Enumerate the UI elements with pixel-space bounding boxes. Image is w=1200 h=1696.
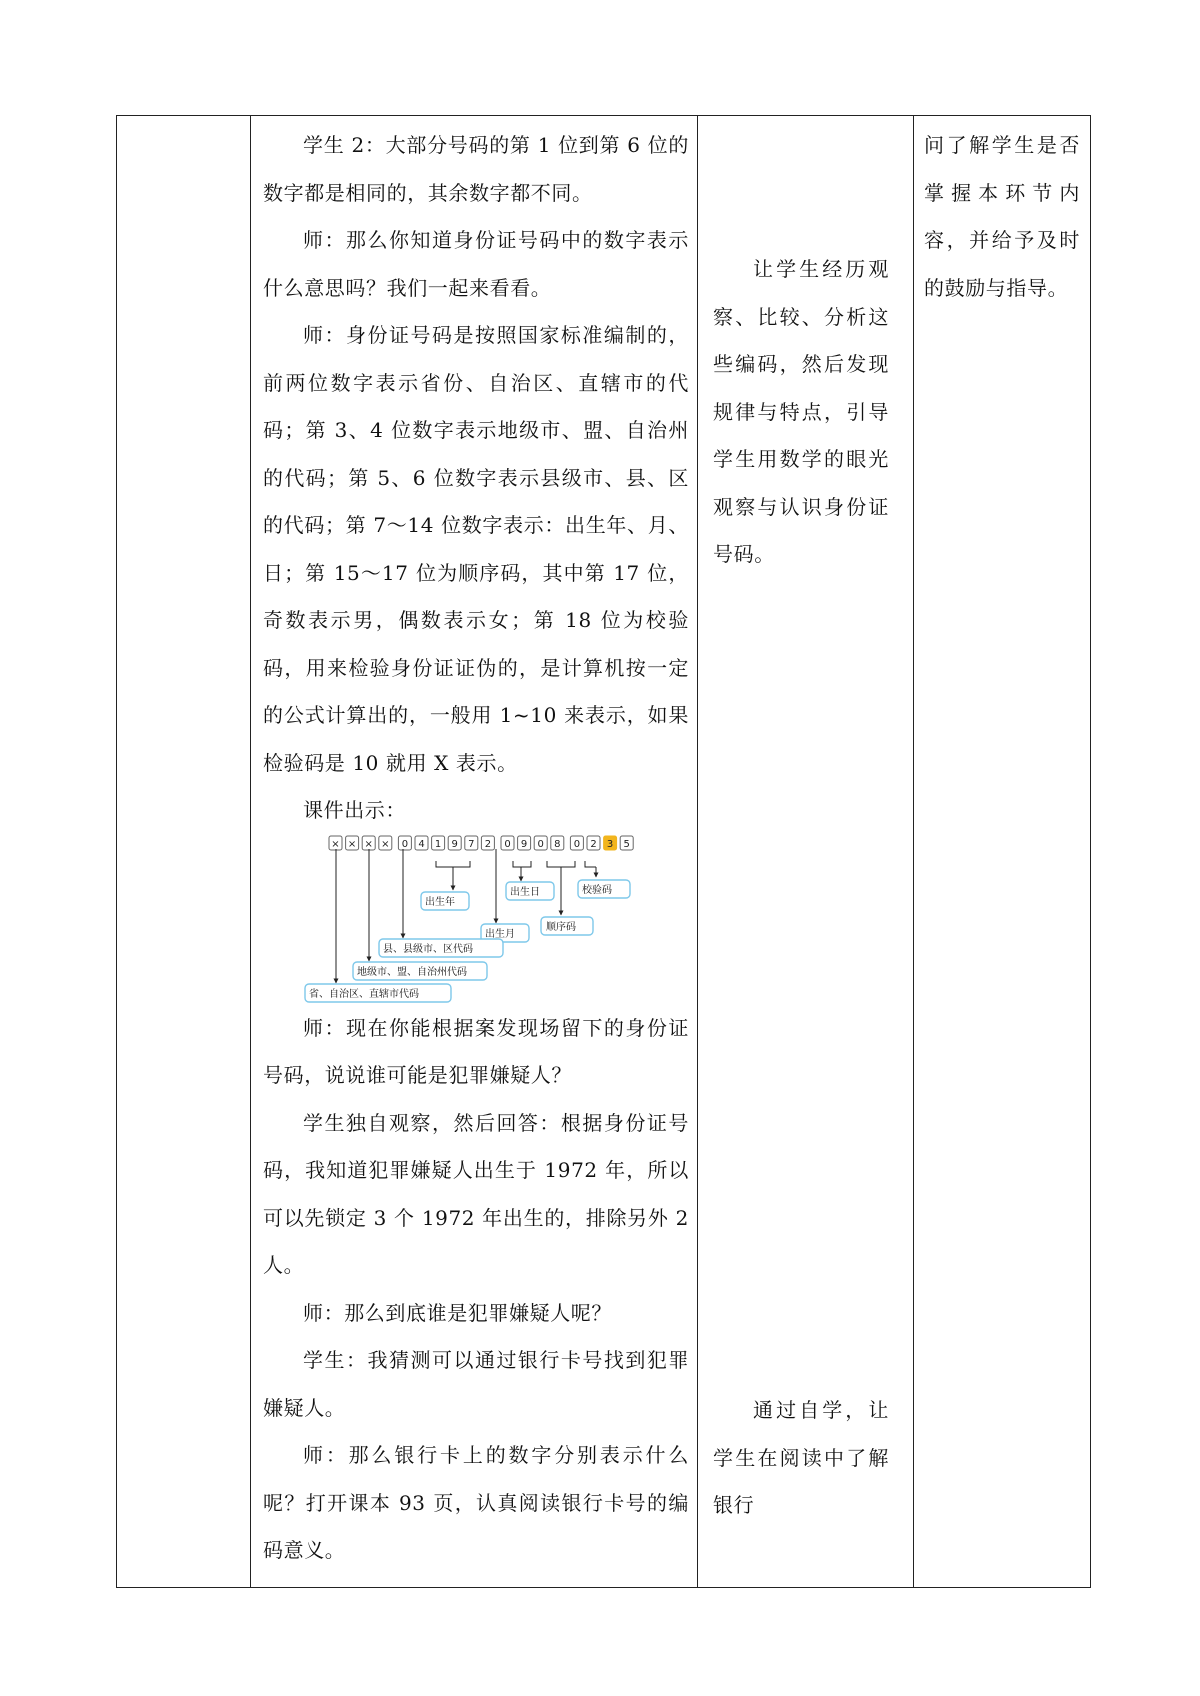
- lesson-table: [116, 115, 1091, 1588]
- digit: ×: [347, 838, 357, 850]
- paragraph: 师：那么银行卡上的数字分别表示什么呢？打开课本 93 页，认真阅读银行卡号的编码意义。: [263, 1443, 689, 1562]
- label-birth-month: 出生月: [485, 928, 515, 940]
- digit: ×: [331, 838, 340, 850]
- evaluation-column: [924, 116, 1080, 312]
- column-divider: [697, 116, 698, 1587]
- teaching-process-column: [263, 116, 689, 1575]
- label-birth-day: 出生日: [510, 886, 540, 898]
- paragraph: 问了解学生是否掌握本环节内容，并给予及时的鼓励与指导。: [924, 133, 1080, 300]
- digit: 3: [606, 838, 614, 850]
- label-province-code: 省、自治区、直辖市代码: [309, 988, 419, 1000]
- paragraph: 学生独自观察，然后回答：根据身份证号码，我知道犯罪嫌疑人出生于 1972 年，所以可以先锁定 3 个 1972 年出生的，排除另外 2 人。: [263, 1110, 689, 1277]
- paragraph: 师：那么到底谁是犯罪嫌疑人呢？: [303, 1300, 612, 1325]
- paragraph: 学生 2：大部分号码的第 1 位到第 6 位的数字都是相同的，其余数字都不同。: [263, 133, 689, 205]
- digit: 0: [504, 838, 511, 850]
- label-city-code: 地级市、盟、自治州代码: [357, 966, 467, 978]
- digit: 0: [573, 838, 581, 850]
- digit: ×: [381, 838, 390, 850]
- digit: 2: [484, 838, 492, 850]
- column-divider: [913, 116, 914, 1587]
- paragraph: 课件出示：: [303, 798, 406, 822]
- paragraph: 师：身份证号码是按照国家标准编制的，前两位数字表示省份、自治区、直辖市的代码；第 3、4 位数字表示地级市、盟、自治州的代码；第 5、6 位数字表示县级市、县、区的代码；第 7～14 位数字表示：出生年、月、日；第 15～17 位为顺序码，其中第 17 位，奇数表示男，偶数表示女；第 18 位为校验码，用来检验身份证证伪的，是计算机按一定的公式计算出的，一般用 1~10 来表示，如果检验码是 10 就用 X 表示。: [263, 323, 689, 775]
- paragraph: 学生：我猜测可以通过银行卡号找到犯罪嫌疑人。: [263, 1348, 689, 1420]
- digit: 0: [401, 838, 409, 850]
- column-divider: [250, 116, 251, 1587]
- id-number-diagram: [263, 835, 689, 1005]
- paragraph: 让学生经历观察、比较、分析这些编码，然后发现规律与特点，引导学生用数学的眼光观察与认识身份证号码。: [713, 257, 889, 566]
- digit: 9: [520, 838, 528, 850]
- paragraph: 通过自学，让学生在阅读中了解银行: [713, 1398, 889, 1517]
- label-county-code: 县、县级市、区代码: [383, 943, 473, 955]
- label-sequence-code: 顺序码: [546, 921, 576, 933]
- paragraph: 师：现在你能根据案发现场留下的身份证号码，说说谁可能是犯罪嫌疑人？: [263, 1015, 689, 1087]
- digit: 8: [554, 838, 561, 850]
- digit: 2: [590, 838, 597, 850]
- digit: 9: [451, 838, 458, 850]
- digit: 4: [418, 838, 425, 850]
- digit: 0: [537, 838, 544, 850]
- digit: ×: [364, 838, 373, 850]
- digit: 7: [468, 838, 475, 850]
- paragraph: 师：那么你知道身份证号码中的数字表示什么意思吗？我们一起来看看。: [263, 228, 689, 300]
- label-check-code: 校验码: [582, 884, 612, 896]
- label-birth-year: 出生年: [425, 896, 455, 908]
- digit: 1: [434, 838, 442, 850]
- digit: 5: [623, 838, 630, 850]
